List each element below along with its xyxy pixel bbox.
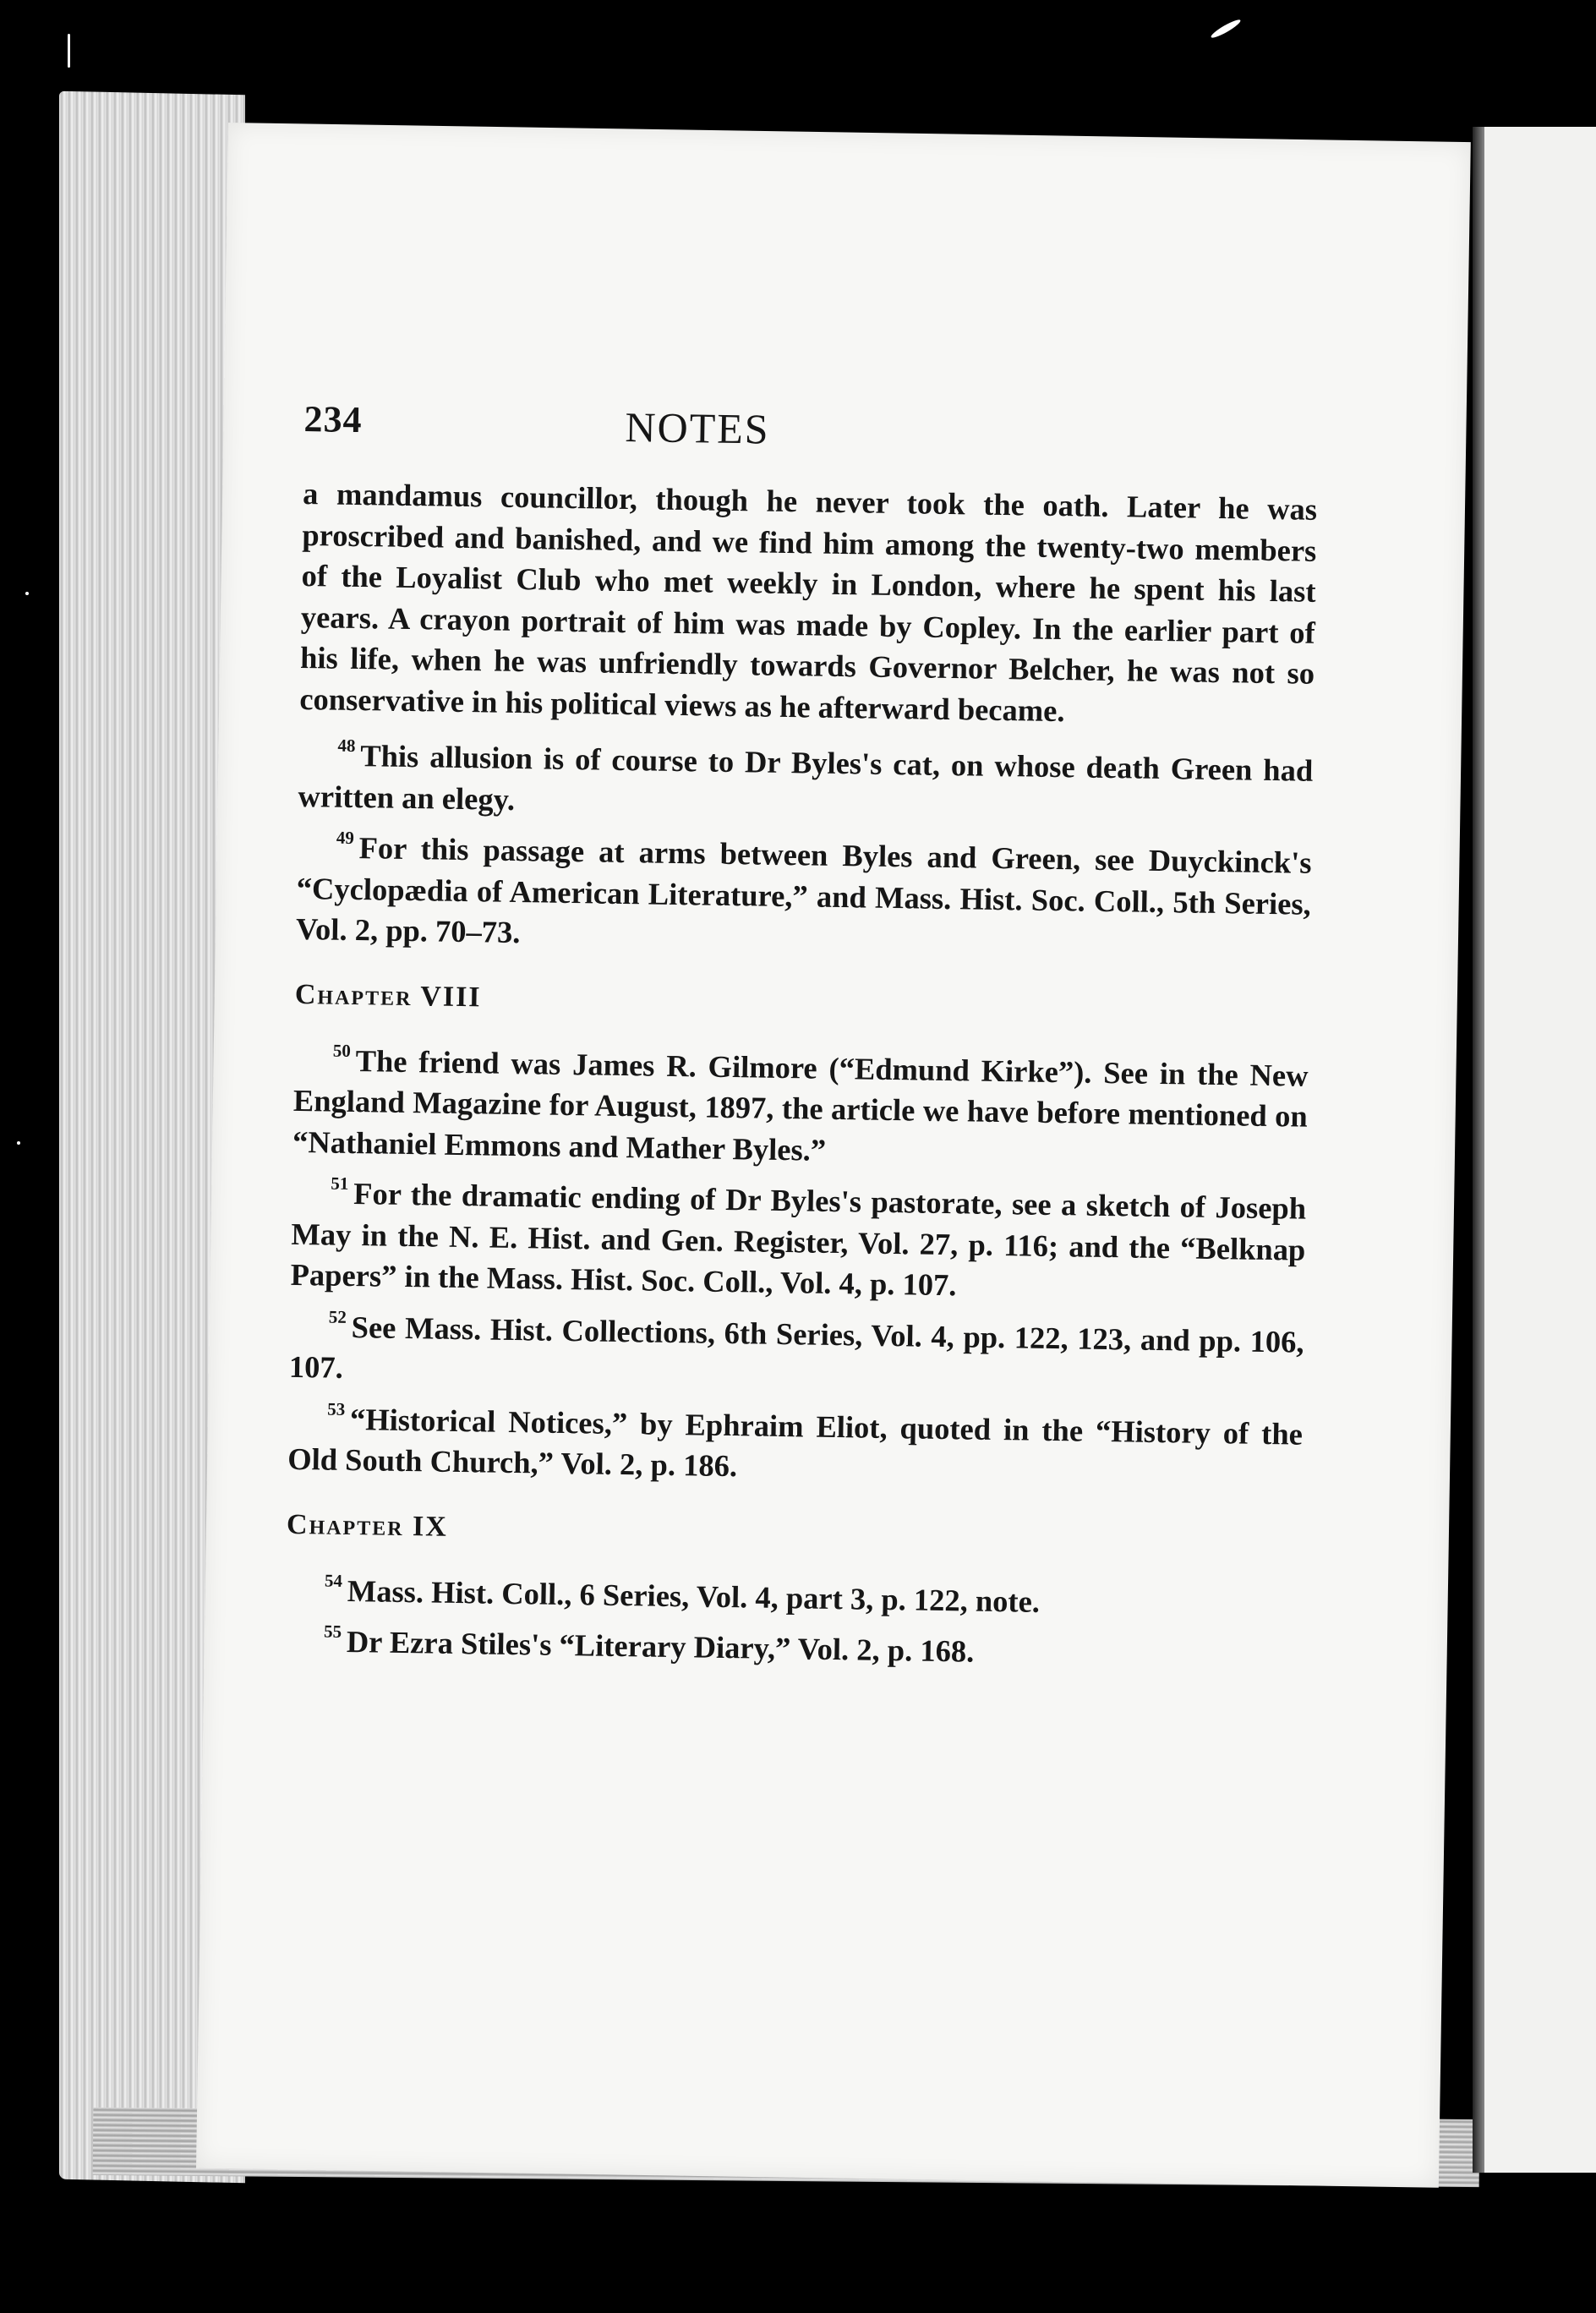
footnote-number: 49	[336, 827, 355, 848]
footnote-50	[292, 1029, 1309, 1178]
chapter-viii-notes	[287, 1029, 1309, 1496]
footnote-number: 51	[331, 1173, 349, 1194]
footnote-53	[287, 1387, 1304, 1496]
footnote-number: 55	[323, 1621, 342, 1642]
footnote-text: Mass. Hist. Coll., 6 Series, Vol. 4, part 3, p. 122, note.	[347, 1572, 1041, 1619]
footnote-51	[290, 1162, 1306, 1311]
footnote-text: See Mass. Hist. Collections, 6th Series, Vol. 4, pp. 122, 123, and pp. 106, 107.	[288, 1309, 1304, 1385]
footnote-number: 48	[337, 735, 356, 757]
footnote-text: For the dramatic ending of Dr Byles's pastorate, see a sketch of Joseph May in the N. E. Hist. and Gen. Register, Vol. 27, p. 116; and the “Belknap Papers” in the Mass. Hist. Soc. Coll., Vol. 4, p. 107.	[290, 1176, 1307, 1303]
running-head	[303, 397, 1319, 489]
continued-note-paragraph: a mandamus councillor, though he never took the oath. Later he was proscribed and banished, and we find him among the twenty-two members of the Loyalist Club who met weekly in London, where he spent his last years. A crayon portrait of him was made by Copley. In the earlier part of his life, when he was unfriendly towards Governor Belcher, he was not so conservative in his political views as he afterward became.	[299, 475, 1318, 728]
footnote-text: For this passage at arms between Byles and Green, see Duyckinck's “Cyclopædia of American Literature,” and Mass. Hist. Soc. Coll., 5th Series, Vol. 2, pp. 70–73.	[295, 830, 1312, 950]
book-gutter-shadow	[1473, 127, 1484, 2173]
chapter-ix-notes	[285, 1559, 1301, 1677]
page-number: 234	[303, 397, 363, 441]
chapter-ix-heading: Chapter IX	[286, 1508, 449, 1543]
chapter-viii-heading: Chapter VIII	[294, 978, 482, 1013]
footnote-number: 54	[324, 1570, 343, 1591]
footnote-52	[289, 1295, 1305, 1403]
footnote-48	[298, 725, 1314, 833]
footnote-number: 53	[327, 1398, 346, 1419]
footnote-text: The friend was James R. Gilmore (“Edmund Kirke”). See in the New England Magazine for August, 1897, the article we have before mentioned on “Nathaniel Emmons and Mather Byles.”	[292, 1042, 1309, 1167]
page-text	[285, 397, 1319, 1677]
facing-page	[1478, 127, 1596, 2173]
footnote-49	[296, 817, 1312, 965]
page-title: NOTES	[625, 402, 771, 453]
footnote-text: This allusion is of course to Dr Byles's cat, on whose death Green had written an elegy.	[298, 738, 1314, 817]
footnote-text: “Historical Notices,” by Ephraim Eliot, quoted in the “History of the Old South Church,” Vol. 2, p. 186.	[287, 1401, 1304, 1484]
footnote-number: 52	[328, 1306, 347, 1327]
notes-before-chapter-viii	[296, 725, 1314, 965]
footnote-text: Dr Ezra Stiles's “Literary Diary,” Vol. 2, p. 168.	[346, 1623, 975, 1669]
footnote-number: 50	[332, 1040, 352, 1061]
